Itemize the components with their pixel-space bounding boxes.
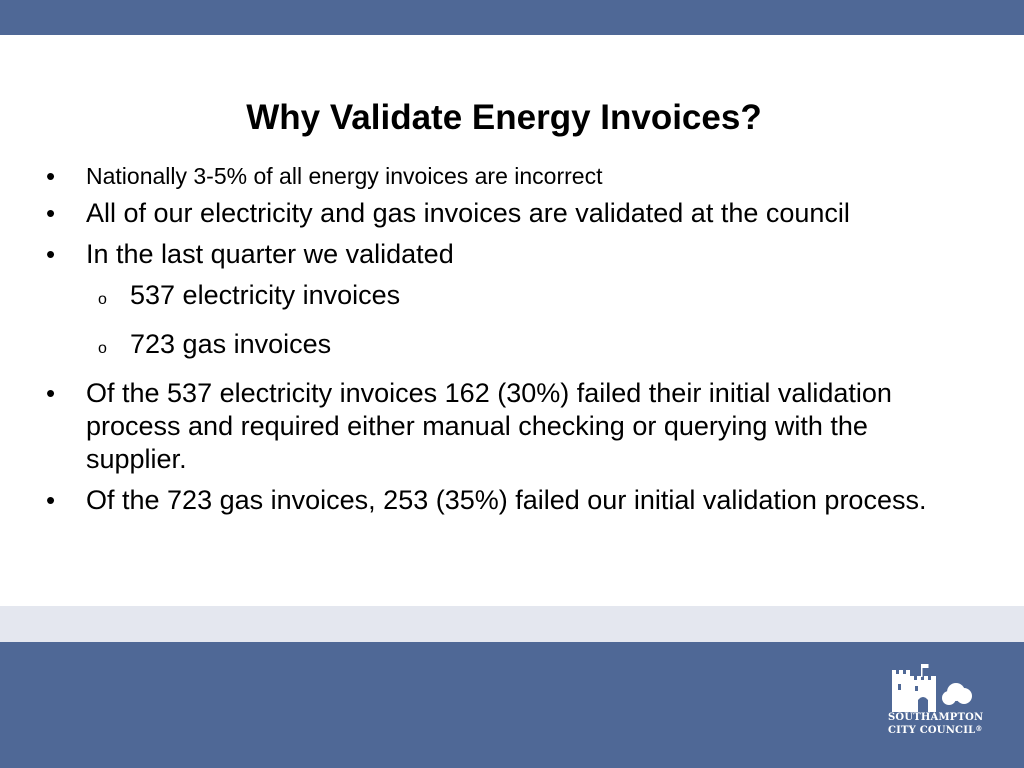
bullet-marker: •	[46, 485, 56, 515]
bullet-marker: •	[46, 198, 56, 228]
sub-bullet-text: 723 gas invoices	[130, 329, 332, 359]
sub-bullet-item	[44, 328, 954, 361]
footer-light-band	[0, 606, 1024, 642]
bullet-text: All of our electricity and gas invoices are validated at the council	[86, 198, 850, 228]
bullet-item	[44, 238, 954, 271]
bullet-text: Of the 723 gas invoices, 253 (35%) failed our initial validation process.	[86, 485, 927, 515]
header-band	[0, 0, 1024, 35]
registered-mark: ®	[975, 724, 983, 733]
castle-icon	[884, 660, 984, 712]
bullet-item	[44, 197, 954, 230]
footer-band	[0, 642, 1024, 768]
sub-bullet-text: 537 electricity invoices	[130, 280, 401, 310]
logo-text-line2-label: CITY COUNCIL	[888, 725, 976, 736]
slide-title: Why Validate Energy Invoices?	[246, 98, 762, 137]
sub-bullet-marker: o	[98, 340, 107, 357]
logo-text-line1: SOUTHAMPTON	[888, 712, 984, 723]
bullet-item	[44, 484, 954, 517]
bullet-marker: •	[46, 239, 56, 269]
logo-text-line2	[888, 724, 988, 736]
sub-bullet-marker: o	[98, 291, 107, 308]
bullet-marker: •	[46, 378, 56, 408]
bullet-item	[44, 377, 954, 476]
sub-bullet-item	[44, 279, 954, 312]
bullet-text: Of the 537 electricity invoices 162 (30%) failed their initial validation process and required either manual checking or querying with the supplier.	[86, 378, 892, 474]
bullet-text: Nationally 3-5% of all energy invoices are incorrect	[86, 163, 603, 189]
bullet-list	[44, 160, 954, 525]
bullet-marker: •	[46, 161, 56, 191]
bullet-item	[44, 160, 954, 193]
bullet-text: In the last quarter we validated	[86, 239, 454, 269]
